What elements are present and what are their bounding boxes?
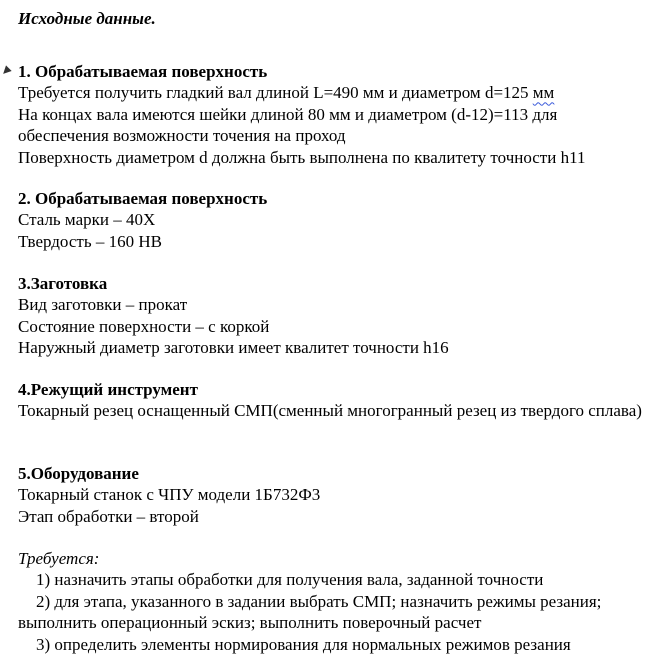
section-line: Токарный резец оснащенный СМП(сменный многогранный резец из твердого сплава) bbox=[18, 401, 642, 421]
section-line: Состояние поверхности – с коркой bbox=[18, 316, 270, 336]
requirements-label: Требуется: bbox=[18, 549, 100, 568]
collapse-triangle-icon[interactable] bbox=[0, 65, 11, 76]
section-5 bbox=[18, 463, 658, 527]
section-heading: 5.Оборудование bbox=[18, 464, 139, 483]
section-4 bbox=[18, 379, 658, 422]
section-line bbox=[18, 82, 658, 103]
spellcheck-word: мм bbox=[532, 83, 555, 103]
section-line: Поверхность диаметром d должна быть выполнена по квалитету точности h11 bbox=[18, 147, 586, 167]
section-line: Твердость – 160 НВ bbox=[18, 231, 162, 251]
requirement-item: 3) определить элементы нормирования для нормальных режимов резания bbox=[36, 634, 571, 654]
section-heading: 2. Обрабатываемая поверхность bbox=[18, 189, 268, 208]
section-3 bbox=[18, 273, 658, 359]
requirement-item: 1) назначить этапы обработки для получения вала, заданной точности bbox=[36, 570, 544, 590]
section-heading: 1. Обрабатываемая поверхность bbox=[18, 62, 268, 81]
section-line: Наружный диаметр заготовки имеет квалитет точности h16 bbox=[18, 338, 449, 358]
section-2 bbox=[18, 188, 658, 252]
section-1 bbox=[18, 61, 658, 168]
requirements-list bbox=[18, 569, 658, 655]
requirements-section bbox=[18, 548, 658, 655]
document-title: Исходные данные. bbox=[18, 9, 156, 28]
section-line: Этап обработки – второй bbox=[18, 506, 199, 526]
section-line: Вид заготовки – прокат bbox=[18, 295, 188, 315]
section-heading: 4.Режущий инструмент bbox=[18, 380, 198, 399]
section-line: Токарный станок с ЧПУ модели 1Б732Ф3 bbox=[18, 485, 321, 505]
section-line: На концах вала имеются шейки длиной 80 мм и диаметром (d-12)=113 для обеспечения возможности точения на проход bbox=[18, 104, 558, 146]
section-heading: 3.Заготовка bbox=[18, 274, 108, 293]
section-line-text: Требуется получить гладкий вал длиной L=490 мм и диаметром d=125 bbox=[18, 83, 533, 103]
requirement-item: 2) для этапа, указанного в задании выбрать СМП; назначить режимы резания; выполнить операционный эскиз; выполнить поверочный расчет bbox=[18, 591, 602, 633]
section-line: Сталь марки – 40Х bbox=[18, 210, 156, 230]
